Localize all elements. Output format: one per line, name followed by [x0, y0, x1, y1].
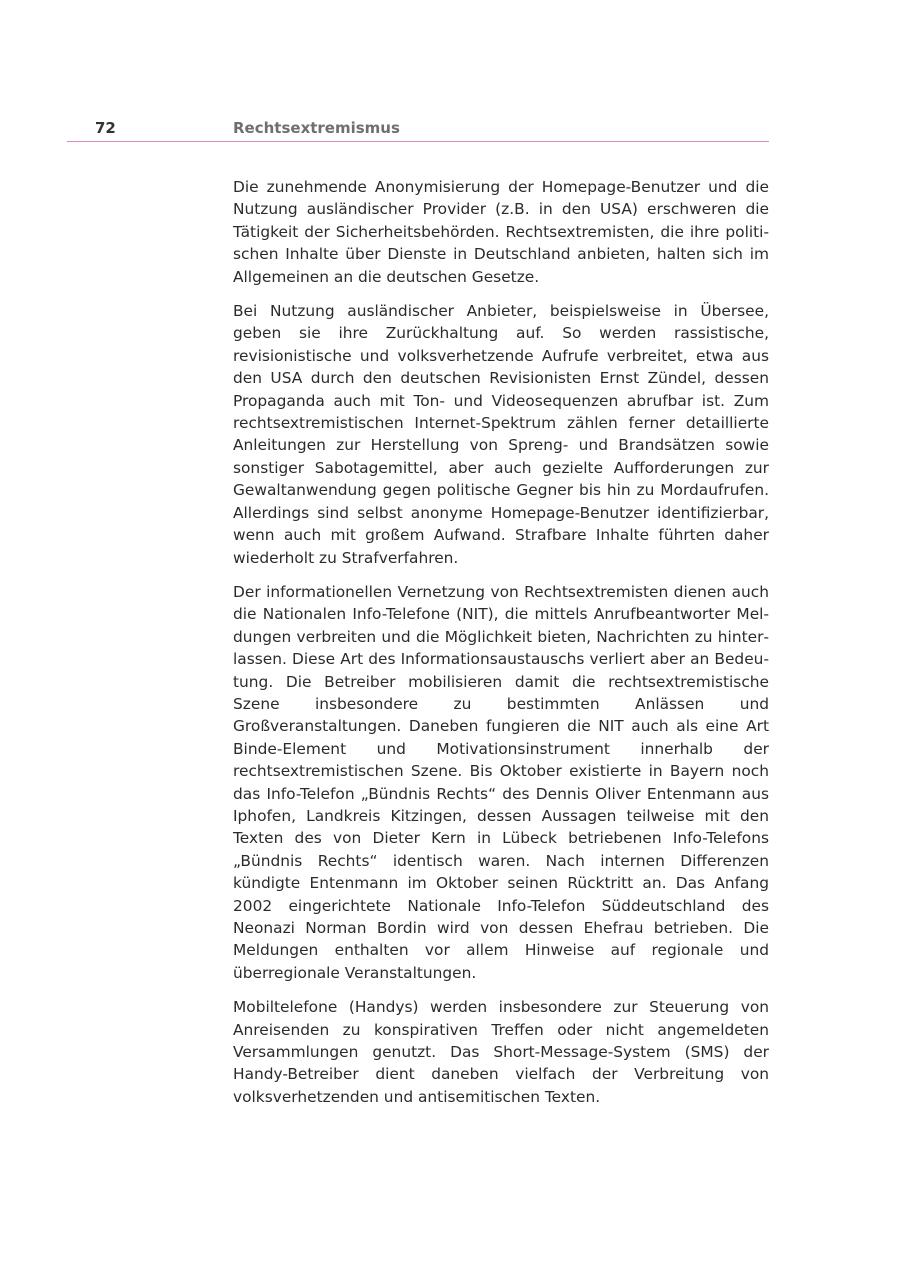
page-number: 72 [95, 119, 116, 137]
header-rule [67, 141, 769, 142]
running-title: Rechtsextremismus [233, 119, 400, 137]
body-text [233, 176, 769, 1120]
paragraph-foreign-providers: Bei Nutzung ausländischer Anbieter, beispielsweise in Übersee, geben sie ihre Zurückhaltung auf. So werden rassistische, revisionistische und volksverhetzende Aufrufe verbreitet, etwa aus den USA durch den deutschen Revisionisten Ernst Zündel, dessen Propaganda auch mit Ton- und Videosequenzen abrufbar ist. Zum rechtsextremistischen Internet-Spektrum zählen ferner detaillierte Anleitungen zur Herstellung von Spreng- und Brandsätzen sowie sonstiger Sabotagemittel, aber auch gezielte Aufforderungen zur Gewaltanwendung gegen politische Gegner bis hin zu Mordaufrufen. Allerdings sind selbst anonyme Homepage-Benutzer identifizierbar, wenn auch mit großem Aufwand. Strafbare Inhalte führten daher wiederholt zu Strafverfahren. [233, 302, 769, 567]
paragraph-info-telefone: Der informationellen Vernetzung von Rechtsextremisten dienen auch die Nationalen Info-Telefone (NIT), die mittels Anrufbeantworter Meldungen verbreiten und die Möglichkeit bieten, Nachrichten zu hinterlassen. Diese Art des Informationsaustauschs verliert aber an Bedeutung. Die Betreiber mobilisieren damit die rechtsextremistische Szene insbesondere zu bestimmten Anlässen und Großveranstaltungen. Daneben fungieren die NIT auch als eine Art Binde-Element und Motivationsinstrument innerhalb der rechtsextremistischen Szene. Bis Oktober existierte in Bayern noch das Info-Telefon „Bündnis Rechts“ des Dennis Oliver Entenmann aus Iphofen, Landkreis Kitzingen, dessen Aussagen teilweise mit den Texten des von Dieter Kern in Lübeck betriebenen Info-Telefons „Bündnis Rechts“ identisch waren. Nach internen Differenzen kündigte Entenmann im Oktober seinen Rücktritt an. Das Anfang 2002 eingerichtete Nationale Info-Telefon Süddeutschland des Neonazi Norman Bordin wird von dessen Ehefrau betrieben. Die Meldungen enthalten vor allem Hinweise auf regionale und überregionale Veranstaltungen. [233, 582, 769, 982]
paragraph-internet-anonymity: Die zunehmende Anonymisierung der Homepage-Benutzer und die Nutzung ausländischer Provider (z.B. in den USA) erschweren die Tätigkeit der Sicherheitsbehörden. Rechtsextremisten, die ihre politischen Inhalte über Dienste in Deutschland anbieten, halten sich im Allgemeinen an die deutschen Gesetze. [233, 178, 769, 286]
paragraph-mobiltelefone: Mobiltelefone (Handys) werden insbesondere zur Steuerung von Anreisenden zu konspirativen Treffen oder nicht angemeldeten Versammlungen genutzt. Das Short-Message-System (SMS) der Handy-Betreiber dient daneben vielfach der Verbreitung von volksverhetzenden und antisemitischen Texten. [233, 998, 769, 1106]
